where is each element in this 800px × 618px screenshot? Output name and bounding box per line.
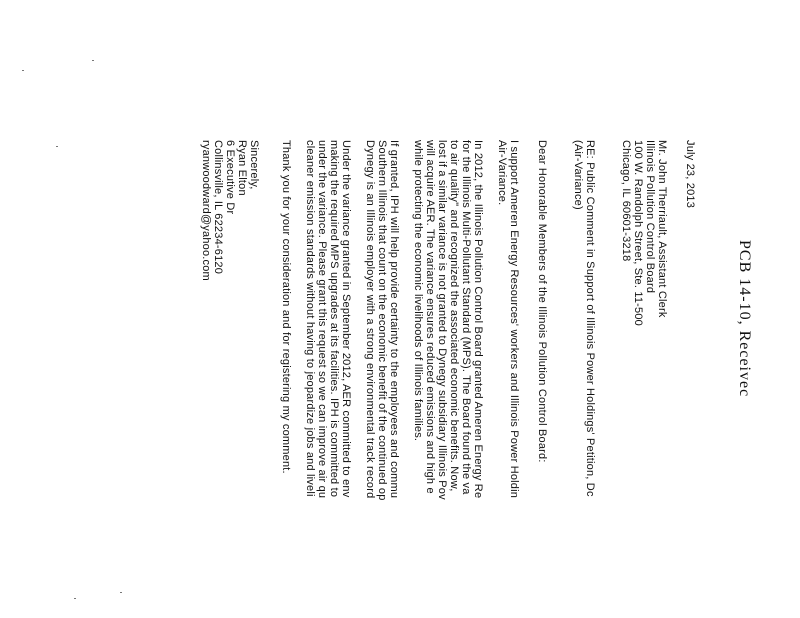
para1-line-2: Air-Variance.	[496, 140, 508, 206]
scan-speck	[56, 146, 58, 147]
signature-street: 6 Executive Dr	[224, 140, 236, 215]
closing-line: Thank you for your consideration and for registering my comment.	[280, 140, 292, 474]
para3-line-2: Southern Illinois that count on the economic benefit of the continued op	[376, 140, 388, 501]
para1-line-1: I support Ameren Energy Resources' workers and Illinois Power Holdin	[508, 140, 520, 499]
para2-line-4: lost if a similar variance is not granted to Dynegy subsidiary Illinois Pov	[436, 140, 448, 500]
signature-city: Collinsville, IL 62234-6120	[212, 140, 224, 275]
scan-speck	[120, 592, 122, 593]
scan-speck	[22, 70, 24, 71]
signature-sincerely: Sincerely,	[248, 140, 260, 190]
salutation: Dear Honorable Members of the Illinois Pollution Control Board:	[536, 140, 548, 463]
re-line-1: RE: Public Comment in Support of Illinois Power Holdings' Petition, Dc	[584, 140, 596, 497]
recipient-line-3: 100 W. Randolph Street, Ste. 11-500	[632, 140, 644, 326]
para2-line-2: for the Illinois Multi-Pollutant Standard (MPS). The Board found the va	[460, 140, 472, 495]
para4-line-4: cleaner emission standards without having to jeopardize jobs and liveli	[304, 140, 316, 497]
signature-email: ryanwoodward@yahoo.com	[200, 140, 212, 281]
para4-line-3: under the variance. Please grant this request so we can improve air qu	[316, 140, 328, 499]
para3-line-3: Dynegy is an Illinois employer with a strong environmental track record	[364, 140, 376, 499]
para4-line-2: making the required MPS upgrades at its facilities. IPH is committed to	[328, 140, 340, 498]
recipient-line-1: Mr. John Therriault, Assistant Clerk	[656, 140, 668, 318]
para3-line-1: If granted, IPH will help provide certainty to the employees and commu	[388, 140, 400, 499]
signature-name: Ryan Elton	[236, 140, 248, 196]
scan-speck	[74, 598, 76, 599]
para2-line-5: will acquire AER. The variance ensures reduced emissions and high e	[424, 140, 436, 494]
para2-line-1: In 2012, the Illinois Pollution Control Board granted Ameren Energy Re	[472, 140, 484, 499]
recipient-line-4: Chicago, IL 60601-3218	[620, 140, 632, 262]
re-line-2: (Air-Variance)	[572, 140, 584, 210]
recipient-line-2: Illinois Pollution Control Board	[644, 140, 656, 294]
para2-line-3: to air quality" and recognized the associated economic benefits. Now,	[448, 140, 460, 492]
para2-line-6: while protecting the economic livelihoods of Illinois families.	[412, 140, 424, 442]
received-stamp: PCB 14-10, Receivec	[736, 240, 753, 398]
letter-date: July 23, 2013	[684, 140, 696, 209]
para4-line-1: Under the variance granted in September 2012, AER committed to env	[340, 140, 352, 498]
scan-speck	[92, 60, 94, 61]
